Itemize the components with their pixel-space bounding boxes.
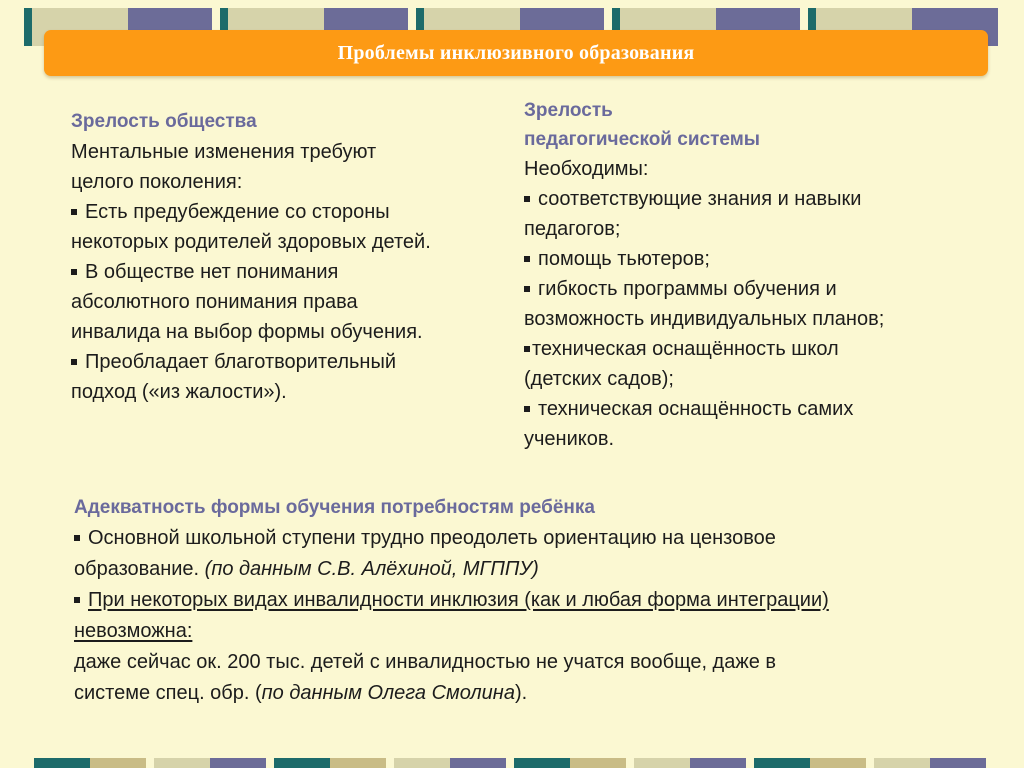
pedagogy-bullet-4 [524,334,994,364]
society-heading: Зрелость общества [71,111,257,132]
society-maturity-block [71,107,511,407]
bullet-text: соответствующие знания и навыки [538,188,862,210]
source-citation: по данным Олега Смолина [261,682,515,704]
society-intro-line: Ментальные изменения требуют [71,141,377,163]
bullet-text: Основной школьной ступени трудно преодолеть ориентацию на цензовое [88,527,776,549]
continuation-text: образование. [74,558,205,580]
bullet-text: помощь тьютеров; [538,248,710,270]
bullet-continuation: некоторых родителей здоровых детей. [71,231,431,253]
statistics-text: системе спец. обр. ( [74,682,262,704]
bullet-continuation: учеников. [524,428,615,450]
slide-title: Проблемы инклюзивного образования [337,41,695,64]
bullet-text: Преобладает благотворительный [85,351,397,373]
society-intro-line: целого поколения: [71,171,243,193]
title-banner [44,30,988,76]
bullet-continuation: (детских садов); [524,368,674,390]
society-bullet-2 [71,257,511,287]
adequacy-heading: Адекватность формы обучения потребностям ребёнка [74,497,595,518]
pedagogy-bullet-3 [524,274,994,304]
bullet-continuation: возможность индивидуальных планов; [524,308,885,330]
pedagogy-bullet-1 [524,184,994,214]
bullet-continuation: подход («из жалости»). [71,381,287,403]
society-bullet-3 [71,347,511,377]
bullet-continuation: инвалида на выбор формы обучения. [71,321,423,343]
bullet-text: техническая оснащённость самих [538,398,854,420]
underlined-continuation: невозможна: [74,620,193,642]
square-bullet-icon [71,359,77,365]
underlined-bullet-text: При некоторых видах инвалидности инклюзия (как и любая форма интеграции) [88,589,829,611]
square-bullet-icon [71,209,77,215]
bullet-text: техническая оснащённость школ [532,338,839,360]
pedagogical-system-block [524,96,994,454]
pedagogy-heading-line: педагогической системы [524,129,760,150]
bottom-tile [754,758,866,768]
bottom-tile [514,758,626,768]
bullet-continuation: педагогов; [524,218,621,240]
square-bullet-icon [74,597,80,603]
bullet-continuation [74,616,1004,647]
pedagogy-bullet-2 [524,244,994,274]
square-bullet-icon [524,286,530,292]
pedagogy-bullet-5 [524,394,994,424]
bullet-continuation: абсолютного понимания права [71,291,358,313]
bottom-decorative-strip [0,758,1024,768]
bottom-tile [154,758,266,768]
square-bullet-icon [524,346,530,352]
source-citation: (по данным С.В. Алёхиной, МГППУ) [204,558,539,580]
bullet-text: В обществе нет понимания [85,261,339,283]
bullet-text: Есть предубеждение со стороны [85,201,390,223]
adequacy-bullet-1 [74,523,1004,554]
society-bullet-1 [71,197,511,227]
bullet-text: гибкость программы обучения и [538,278,837,300]
adequacy-bullet-2 [74,585,1004,616]
pedagogy-heading-line: Зрелость [524,100,613,121]
bottom-tile [634,758,746,768]
bottom-tile [34,758,146,768]
square-bullet-icon [524,256,530,262]
bottom-tile [394,758,506,768]
square-bullet-icon [71,269,77,275]
square-bullet-icon [524,406,530,412]
form-adequacy-block [74,492,1004,709]
statistics-line: даже сейчас ок. 200 тыс. детей с инвалидностью не учатся вообще, даже в [74,651,777,673]
closing-punctuation: ). [514,682,528,704]
bullet-continuation [74,554,1004,585]
square-bullet-icon [74,535,80,541]
statistics-line [74,678,1004,709]
bottom-tile [274,758,386,768]
pedagogy-intro: Необходимы: [524,158,649,180]
bottom-tile [874,758,986,768]
square-bullet-icon [524,196,530,202]
